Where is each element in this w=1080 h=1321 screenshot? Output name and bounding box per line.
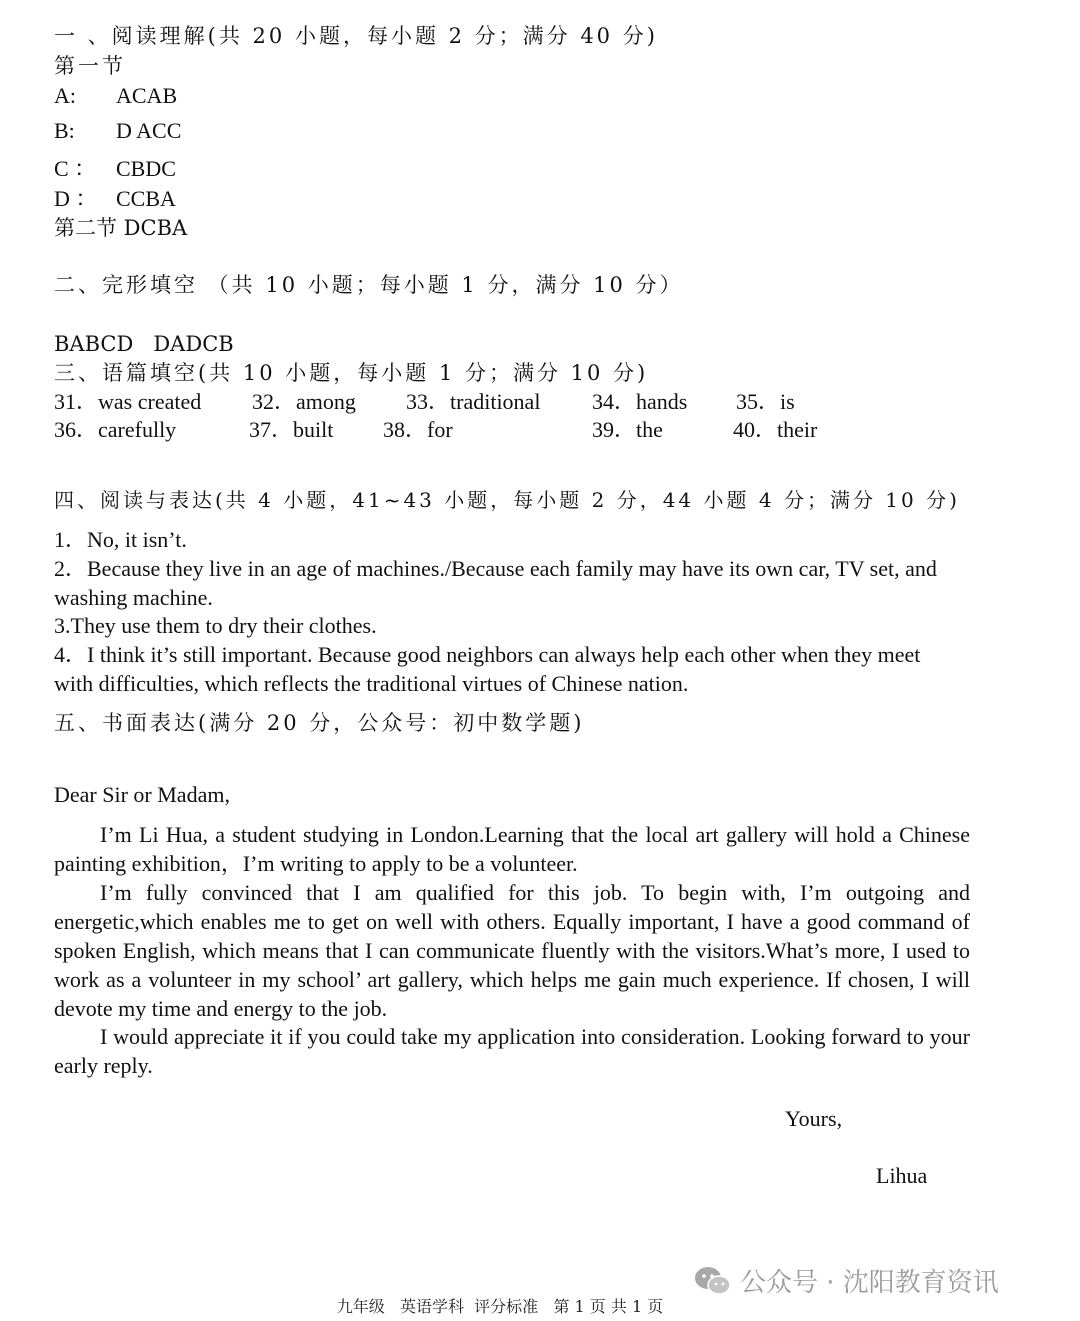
answer-value-b: D ACC xyxy=(116,118,182,143)
answer-value-d: CCBA xyxy=(116,186,176,211)
blank-35: 35．is xyxy=(736,389,795,414)
section2-answers: BABCD DADCB xyxy=(54,332,234,356)
section4-answer-2-line2: washing machine. xyxy=(54,585,213,610)
answer-value-a: ACAB xyxy=(116,83,178,108)
letter-paragraph-1: I’m Li Hua, a student studying in London.Learning that the local art gallery will hold a Chinese painting exhibition，I’m writing to apply to be a volunteer. xyxy=(54,822,970,876)
blank-31: 31．was created xyxy=(54,389,202,414)
section3-title: 三、语篇填空(共 10 小题，每小题 1 分；满分 10 分) xyxy=(54,361,649,385)
blank-39: 39．the xyxy=(592,417,663,442)
blank-37: 37．built xyxy=(249,417,334,442)
page-footer: 九年级 英语学科 评分标准 第 1 页 共 1 页 xyxy=(336,1297,664,1316)
letter-paragraph-2: I’m fully convinced that I am qualified for this job. To begin with, I’m outgoing and energetic,which enables me to get on well with others. Equally important, I have a good command of spoken English, which means that I can communicate fluently with the visitors.What’s more, I used to work as a volunteer in my school’ art gallery, which helps me gain much experience. If chosen, I will devote my time and energy to the job. xyxy=(54,880,970,1021)
section2-title: 二、完形填空 （共 10 小题；每小题 1 分，满分 10 分） xyxy=(54,273,684,297)
section1-title: 一 、阅读理解(共 20 小题，每小题 2 分；满分 40 分) xyxy=(54,24,658,48)
letter-closing: Yours, xyxy=(785,1106,843,1131)
letter-paragraph-3: I would appreciate it if you could take my application into consideration. Looking forward to your early reply. xyxy=(54,1024,970,1078)
answer-label-d: D ： xyxy=(54,186,98,211)
section4-answer-2-line1: 2．Because they live in an age of machines./Because each family may have its own car, TV set, and xyxy=(54,556,937,581)
section4-title: 四、阅读与表达(共 4 小题，41~43 小题，每小题 2 分，44 小题 4 分；满分 10 分) xyxy=(54,488,960,512)
wechat-icon xyxy=(694,1265,732,1297)
watermark-text: 公众号 · 沈阳教育资讯 xyxy=(740,1268,999,1298)
blank-32: 32．among xyxy=(252,389,356,414)
blank-40: 40．their xyxy=(733,417,818,442)
answer-label-a: A: xyxy=(54,83,76,108)
letter-signature: Lihua xyxy=(876,1163,928,1188)
letter-greeting: Dear Sir or Madam, xyxy=(54,782,230,807)
section1-part2: 第二节 DCBA xyxy=(54,216,188,240)
section4-answer-4-line1: 4．I think it’s still important. Because good neighbors can always help each other when they meet xyxy=(54,642,921,667)
section4-answer-3: 3.They use them to dry their clothes. xyxy=(54,613,377,638)
section1-part1-label: 第一节 xyxy=(54,54,126,78)
blank-36: 36．carefully xyxy=(54,417,177,442)
answer-label-c: C ： xyxy=(54,156,97,181)
blank-34: 34．hands xyxy=(592,389,688,414)
section4-answer-1: 1．No, it isn’t. xyxy=(54,527,187,552)
answer-label-b: B: xyxy=(54,118,75,143)
section5-title: 五、书面表达(满分 20 分，公众号：初中数学题) xyxy=(54,711,585,735)
answer-value-c: CBDC xyxy=(116,156,176,181)
section4-answer-4-line2: with difficulties, which reflects the traditional virtues of Chinese nation. xyxy=(54,671,689,696)
blank-38: 38．for xyxy=(383,417,453,442)
blank-33: 33．traditional xyxy=(406,389,541,414)
